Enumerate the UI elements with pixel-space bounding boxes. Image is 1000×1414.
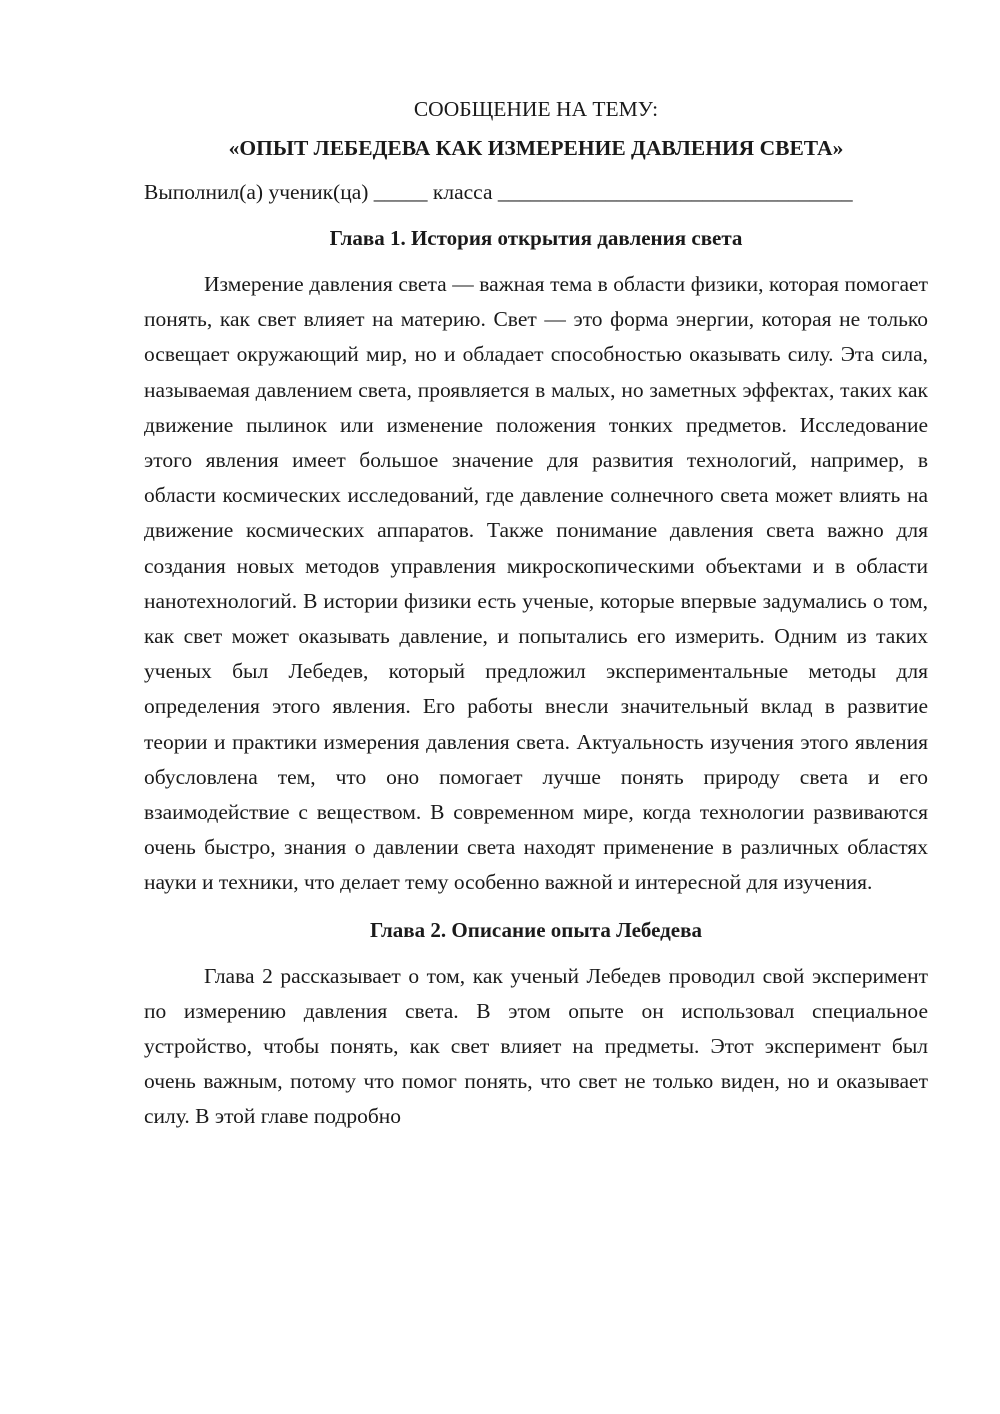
chapter-1-paragraph: Измерение давления света — важная тема в области физики, которая помогает понять, как свет влияет на материю. Свет — это форма энергии, которая не только освещает окружающий мир, но и обладает способностью оказывать силу. Эта сила, называемая давлением света, проявляется в малых, но заметных эффектах, таких как движение пылинок или изменение положения тонких предметов. Исследование этого явления имеет большое значение для развития технологий, например, в области космических исследований, где давление солнечного света может влиять на движение космических аппаратов. Также понимание давления света важно для создания новых методов управления микроскопическими объектами и в области нанотехнологий. В истории физики есть ученые, которые впервые задумались о том, как свет может оказывать давление, и попытались его измерить. Одним из таких ученых был Лебедев, который предложил экспериментальные методы для определения этого явления. Его работы внесли значительный вклад в развитие теории и практики измерения давления света. Актуальность изучения этого явления обусловлена тем, что оно помогает лучше понять природу света и его взаимодействие с веществом. В современном мире, когда технологии развиваются очень быстро, знания о давлении света находят применение в различных областях науки и техники, что делает тему особенно важной и интересной для изучения. (144, 272, 928, 895)
author-line: Выполнил(а) ученик(ца) _____ класса _________________________________ (144, 180, 853, 204)
document-title-line-1: СООБЩЕНИЕ НА ТЕМУ: (413, 97, 659, 121)
document-title-line-2: «ОПЫТ ЛЕБЕДЕВА КАК ИЗМЕРЕНИЕ ДАВЛЕНИЯ СВЕТА» (228, 136, 844, 160)
chapter-1-heading: Глава 1. История открытия давления света (329, 226, 743, 250)
chapter-2-paragraph: Глава 2 рассказывает о том, как ученый Лебедев проводил свой эксперимент по измерению давления света. В этом опыте он использовал специальное устройство, чтобы понять, как свет влияет на предметы. Этот эксперимент был очень важным, потому что помог понять, что свет не только виден, но и оказывает силу. В этой главе подробно (144, 963, 928, 1129)
chapter-2-heading: Глава 2. Описание опыта Лебедева (370, 917, 702, 942)
document-page (144, 92, 928, 1135)
